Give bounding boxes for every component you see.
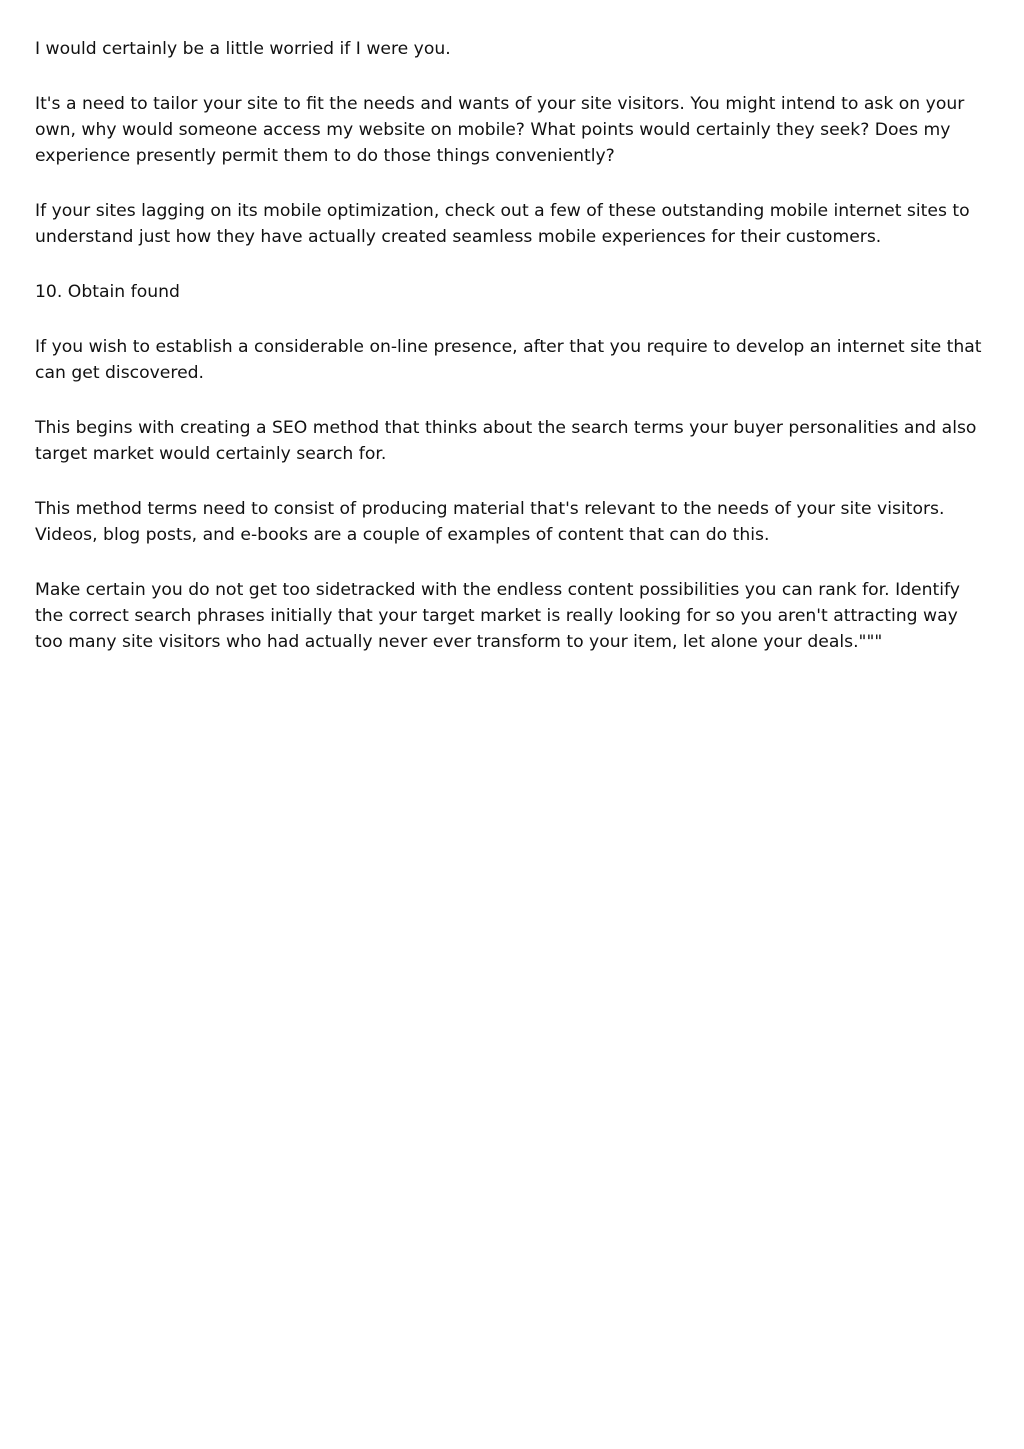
paragraph-intro: I would certainly be a little worried if I were you. xyxy=(35,39,451,59)
paragraph-tailor-site: It's a need to tailor your site to fit the needs and wants of your site visitors. You might intend to ask on your own, why would someone access my website on mobile? What points would certainly they seek? Does my experience presently permit them to do those things conveniently? xyxy=(35,94,965,166)
paragraph-online-presence: If you wish to establish a considerable on-line presence, after that you require to develop an internet site that can get discovered. xyxy=(35,337,982,383)
document-body xyxy=(35,36,990,684)
section-heading-obtain-found: 10. Obtain found xyxy=(35,282,180,302)
paragraph-seo-method: This begins with creating a SEO method that thinks about the search terms your buyer personalities and also target market would certainly search for. xyxy=(35,418,977,464)
paragraph-method-terms: This method terms need to consist of producing material that's relevant to the needs of your site visitors. Videos, blog posts, and e-books are a couple of examples of content that can do this. xyxy=(35,499,945,545)
paragraph-search-phrases: Make certain you do not get too sidetracked with the endless content possibilities you can rank for. Identify the correct search phrases initially that your target market is really looking for so you aren't attracting way too many site visitors who had actually never ever transform to your item, let alone your deals.""" xyxy=(35,580,960,652)
paragraph-mobile-optimization: If your sites lagging on its mobile optimization, check out a few of these outstanding mobile internet sites to understand just how they have actually created seamless mobile experiences for their customers. xyxy=(35,201,970,247)
